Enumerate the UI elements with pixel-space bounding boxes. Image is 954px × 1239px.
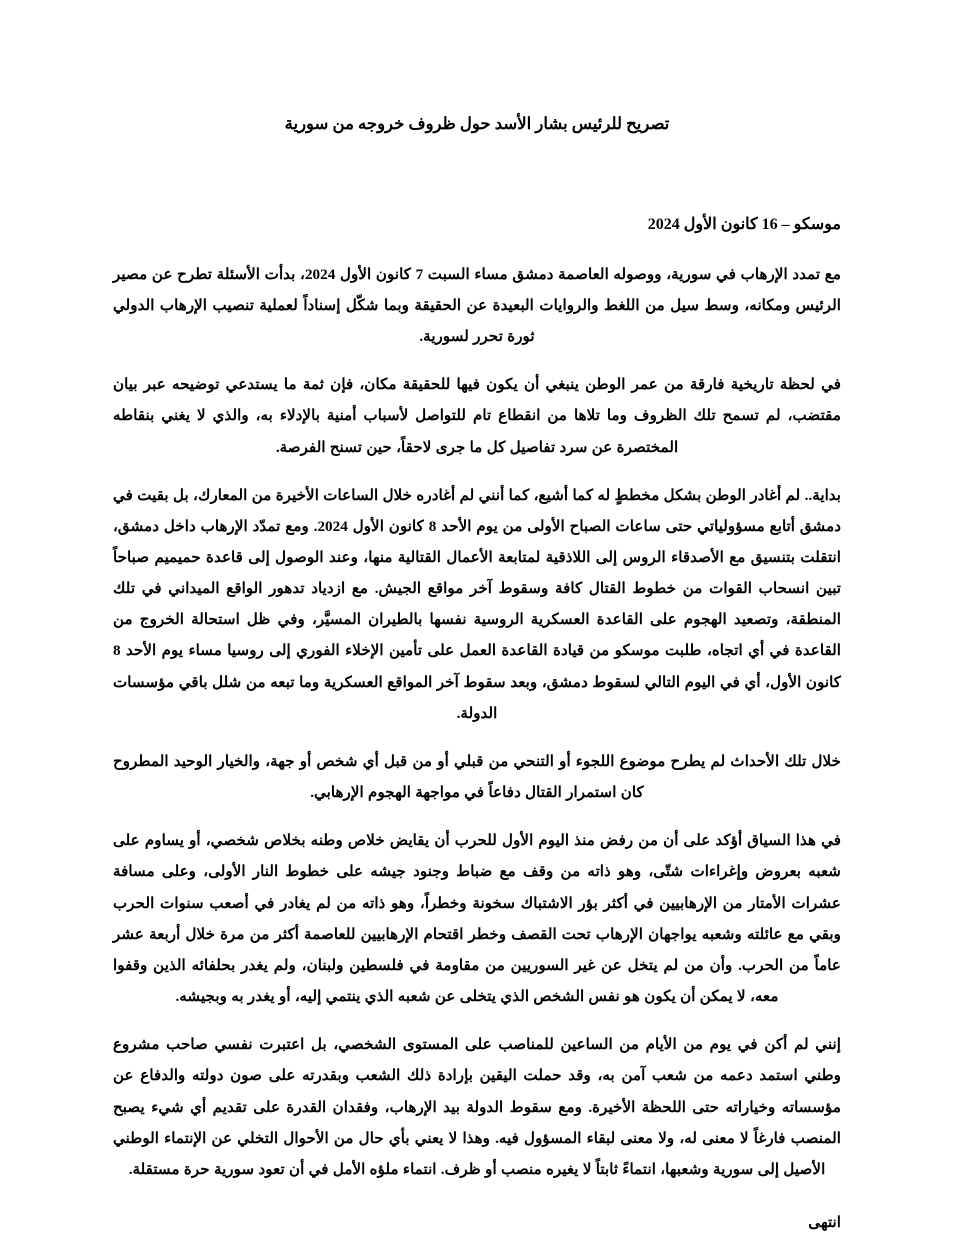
paragraph: مع تمدد الإرهاب في سورية، ووصوله العاصمة دمشق مساء السبت 7 كانون الأول 2024، بدأت الأسئلة تطرح عن مصير الرئيس ومكانه، وسط سيل من اللغط والروايات البعيدة عن الحقيقة وبما شكّل إسناداً لعملية تنصيب الإرهاب الدولي ثورة تحرر لسورية.: [113, 265, 841, 346]
dateline: موسكو – 16 كانون الأول 2024: [647, 215, 841, 233]
paragraph: بداية.. لم أغادر الوطن بشكل مخططٍ له كما أشيع، كما أنني لم أغادره خلال الساعات الأخيرة من المعارك، بل بقيت في دمشق أتابع مسؤولياتي حتى ساعات الصباح الأولى من يوم الأحد 8 كانون الأول 2024. ومع تمدّد الإرهاب داخل دمشق، انتقلت بتنسيق مع الأصدقاء الروس إلى اللاذقية لمتابعة الأعمال القتالية منها، وعند الوصول إلى قاعدة حميميم صباحاً تبين انسحاب القوات من خطوط القتال كافة وسقوط آخر مواقع الجيش. مع ازدياد تدهور الواقع الميداني في تلك المنطقة، وتصعيد الهجوم على القاعدة العسكرية الروسية نفسها بالطيران المسيَّر، وفي ظل استحالة الخروج من القاعدة في أي اتجاه، طلبت موسكو من قيادة القاعدة العمل على تأمين الإخلاء الفوري إلى روسيا مساء يوم الأحد 8 كانون الأول، أي في اليوم التالي لسقوط دمشق، وبعد سقوط آخر المواقع العسكرية وما تبعه من شلل باقي مؤسسات الدولة.: [113, 486, 841, 722]
paragraph: في هذا السياق أؤكد على أن من رفض منذ اليوم الأول للحرب أن يقايض خلاص وطنه بخلاص شخصي، أو يساوم على شعبه بعروض وإغراءات شتّى، وهو ذاته من وقف مع ضباط وجنود جيشه على خطوط النار الأولى، وعلى مسافة عشرات الأمتار من الإرهابيين في أكثر بؤر الاشتباك سخونة وخطراً، وهو ذاته من لم يغادر في أصعب سنوات الحرب وبقي مع عائلته وشعبه يواجهان الإرهاب تحت القصف وخطر اقتحام الإرهابيين للعاصمة أكثر من مرة خلال أربعة عشر عاماً من الحرب. وأن من لم يتخل عن غير السوريين من مقاومة في فلسطين ولبنان، ولم يغدر بحلفائه الذين وقفوا معه، لا يمكن أن يكون هو نفس الشخص الذي يتخلى عن شعبه الذي ينتمي إليه، أو يغدر به وبجيشه.: [113, 832, 841, 1006]
document-body: [113, 237, 841, 1185]
end-note: انتهى: [808, 1213, 841, 1231]
paragraph: إنني لم أكن في يوم من الأيام من الساعين للمناصب على المستوى الشخصي، بل اعتبرت نفسي صاحب مشروع وطني استمد دعمه من شعب آمن به، وقد حملت اليقين بإرادة ذلك الشعب وبقدرته على صون دولته والدفاع عن مؤسساته وخياراته حتى اللحظة الأخيرة. ومع سقوط الدولة بيد الإرهاب، وفقدان القدرة على تقديم أي شيء يصبح المنصب فارغاً لا معنى له، ولا معنى لبقاء المسؤول فيه. وهذا لا يعني بأي حال من الأحوال التخلي عن الإنتماء الوطني الأصيل إلى سورية وشعبها، انتماءً ثابتاً لا يغيره منصب أو ظرف. انتماء ملؤه الأمل في أن تعود سورية حرة مستقلة.: [113, 1036, 841, 1178]
paragraph: في لحظة تاريخية فارقة من عمر الوطن ينبغي أن يكون فيها للحقيقة مكان، فإن ثمة ما يستدعي توضيحه عبر بيان مقتضب، لم تسمح تلك الظروف وما تلاها من انقطاع تام للتواصل لأسباب أمنية بالإدلاء به، والذي لا يغني بنقاطه المختصرة عن سرد تفاصيل كل ما جرى لاحقاً، حين تسنح الفرصة.: [113, 376, 841, 456]
paragraph: خلال تلك الأحداث لم يطرح موضوع اللجوء أو التنحي من قبلي أو من قبل أي شخص أو جهة، والخيار الوحيد المطروح كان استمرار القتال دفاعاً في مواجهة الهجوم الإرهابي.: [113, 752, 841, 802]
page-title: تصريح للرئيس بشار الأسد حول ظروف خروجه من سورية: [284, 114, 670, 133]
